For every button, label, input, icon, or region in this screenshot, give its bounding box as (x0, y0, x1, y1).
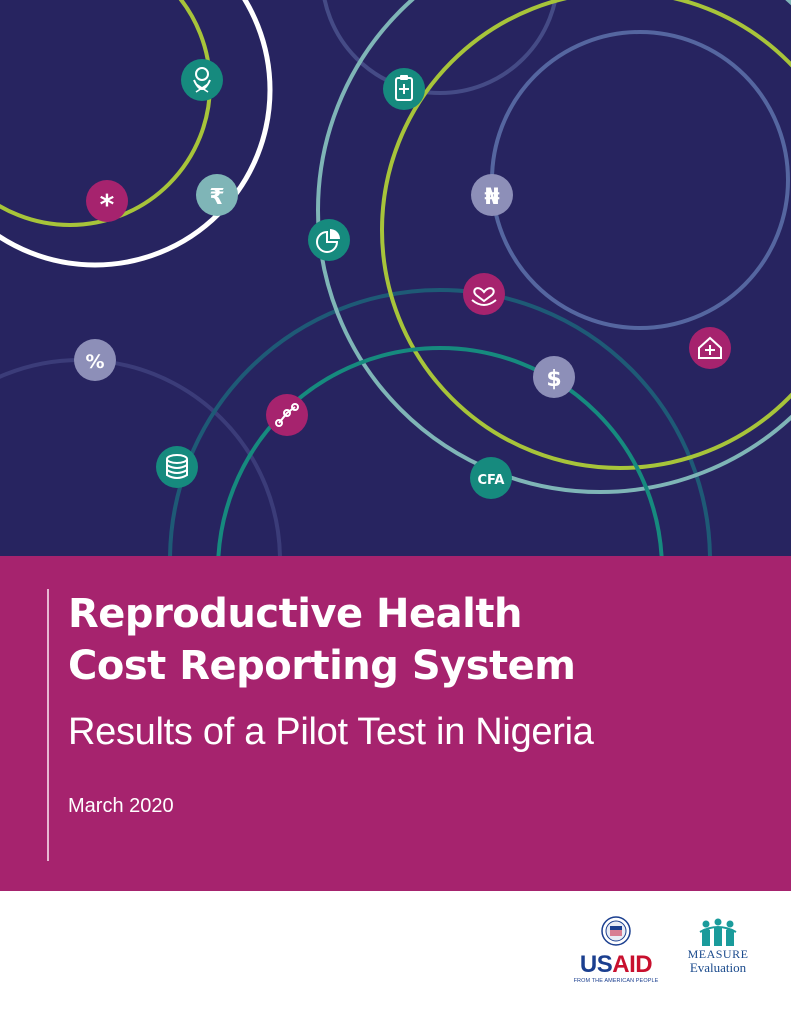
usaid-tagline: FROM THE AMERICAN PEOPLE (573, 978, 659, 984)
heart-hand-icon (463, 273, 505, 315)
baby-icon (181, 59, 223, 101)
usaid-aid: AID (612, 951, 653, 978)
title-band (0, 556, 791, 891)
measure-subname: Evaluation (689, 960, 747, 975)
database-icon (156, 446, 198, 488)
pie-chart-icon (308, 219, 350, 261)
percent-glyph: % (85, 351, 105, 373)
logo-footer (0, 891, 791, 1024)
usaid-us: US (579, 951, 613, 978)
cfa-glyph: CFA (477, 473, 505, 488)
ring-lime-right (382, 0, 791, 468)
dollar-icon (533, 356, 575, 398)
report-title-line-2: Cost Reporting System (68, 643, 576, 689)
report-title (68, 588, 575, 692)
network-icon (266, 394, 308, 436)
ring-teal (218, 348, 662, 556)
naira-glyph: ₦ (484, 185, 500, 210)
clipboard-icon (383, 68, 425, 110)
rupee-glyph: ₹ (209, 185, 225, 210)
ring-bottom-mid (170, 290, 710, 556)
asterisk-icon (86, 180, 128, 222)
report-subtitle: Results of a Pilot Test in Nigeria (68, 711, 594, 753)
measure-evaluation-logo (678, 918, 758, 988)
ring-light-teal (318, 0, 791, 492)
measure-people-icon (698, 918, 738, 948)
rupee-icon (196, 174, 238, 216)
house-plus-icon (689, 327, 731, 369)
title-rule (47, 589, 49, 861)
report-title-line-1: Reproductive Health (68, 591, 522, 637)
usaid-wordmark (570, 953, 662, 977)
measure-name: MEASURE (687, 947, 749, 961)
ring-right (492, 32, 788, 328)
dollar-glyph: $ (546, 367, 562, 392)
usaid-seal-icon (601, 916, 631, 946)
naira-icon (471, 174, 513, 216)
percent-icon (74, 339, 116, 381)
ring-bottom-left (0, 360, 280, 556)
usaid-logo (570, 916, 662, 986)
cfa-icon (470, 457, 512, 499)
publication-date: March 2020 (68, 795, 174, 817)
ring-white (0, 0, 270, 265)
asterisk-glyph: * (99, 188, 115, 221)
